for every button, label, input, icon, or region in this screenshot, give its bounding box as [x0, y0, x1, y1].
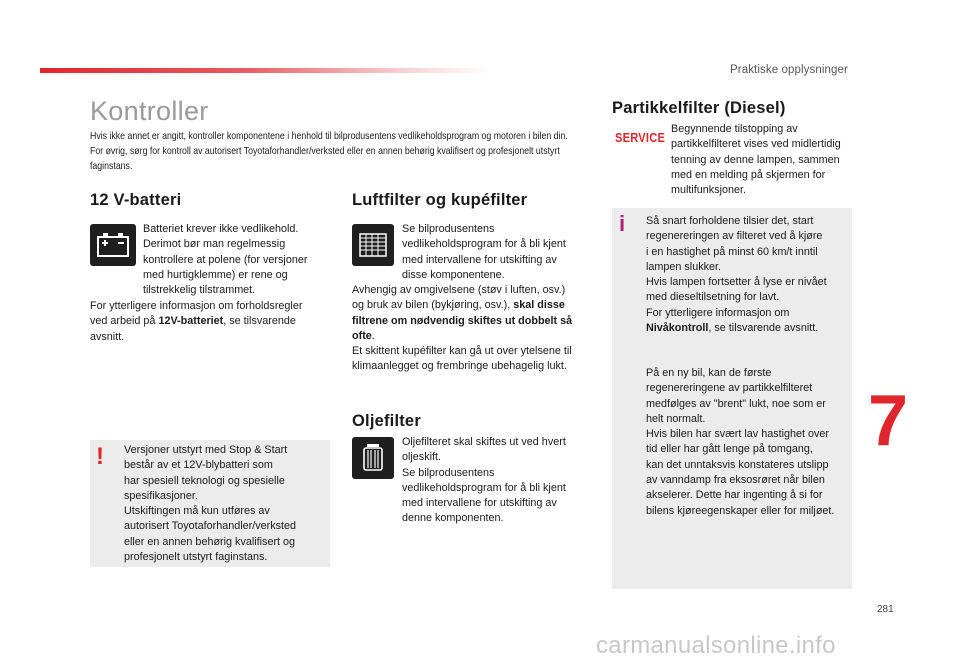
- header-accent-bar: [40, 68, 490, 73]
- air-filter-text: Se bilprodusentens vedlikeholdsprogram for å bli kjent med intervallene for utskifting av disse komponentene.: [402, 223, 566, 281]
- battery-link-text: 12V-batteriet: [158, 315, 224, 328]
- battery-icon: [90, 224, 136, 266]
- intro-line: faginstans.: [90, 161, 133, 172]
- page-title: Kontroller: [90, 96, 209, 126]
- battery-heading: 12 V-batteri: [90, 191, 182, 209]
- intro-line: For øvrig, sørg for kontroll av autorisert Toyotaforhandler/verksted eller en annen behørig kvalifisert og profesjonelt utstyrt: [90, 146, 560, 157]
- watermark: carmanualsonline.info: [596, 632, 836, 659]
- warning-text: Versjoner utstyrt med Stop & Start består av et 12V-blybatteri som har spesiell teknologi og spesielle spesifikasjoner. Utskiftingen må kun utføres av autorisert Toyotaforhandler/verksted eller en annen behørig kvalifisert og profesjonelt utstyrt faginstans.: [124, 444, 297, 564]
- intro-text: [90, 129, 606, 174]
- particle-filter-text: Begynnende tilstopping av partikkelfilteret vises ved midlertidig tenning av denne lampen, sammen med en melding på skjermen for multifunksjoner.: [671, 123, 841, 197]
- battery-text: Batteriet krever ikke vedlikehold. Derimot bør man regelmessig kontrollere at polene (for versjoner med hurtigklemme) er rene og tilstrekkelig tilstrammet.: [143, 223, 308, 297]
- service-warning-lamp: SERVICE: [615, 130, 666, 145]
- info-text: Så snart forholdene tilsier det, start regenereringen av filteret ved å kjøre i en hastighet på minst 60 km/t inntil lampen slukker. Hvis lampen fortsetter å lyse er nivået med dieseltilsetning for lavt. For ytterligere informasjon om Nivåkontroll, se tilsvarende avsnitt.: [646, 215, 827, 335]
- oil-filter-text: Oljefilteret skal skiftes ut ved hvert oljeskift. Se bilprodusentens vedlikeholdsprogram for å bli kjent med intervallene for utskifting av denne komponenten.: [402, 436, 566, 525]
- oil-filter-heading: Oljefilter: [352, 412, 421, 430]
- particle-filter-heading: Partikkelfilter (Diesel): [612, 99, 786, 117]
- exclamation-icon: !: [96, 443, 104, 470]
- section-title: Praktiske opplysninger: [730, 64, 848, 76]
- chapter-tab-number: 7: [868, 381, 909, 461]
- oil-filter-icon: [352, 437, 394, 479]
- air-filter-conditions: Avhengig av omgivelsene (støv i luften, osv.) og bruk av bilen (bykjøring, osv.), skal disse filtrene om nødvendig skiftes ut dobbelt så ofte. Et skittent kupéfilter kan gå ut over ytelsene til klimaanlegget og frembringe ubehagelig lukt.: [352, 284, 573, 373]
- intro-line: Hvis ikke annet er angitt, kontroller komponentene i henhold til bilprodusentens vedlikeholdsprogram og motoren i bilen din.: [90, 131, 568, 142]
- air-filter-icon: [352, 224, 394, 266]
- info-new-car-text: På en ny bil, kan de første regenereringene av partikkelfilteret medfølges av "brent" lukt, noe som er helt normalt. Hvis bilen har svært lav hastighet over tid eller har gått lenge på tomgang, kan det unntaksvis konstateres utslipp av vanndamp fra eksosrøret når bilen akselerer. Dette har ingenting å si for bilens kjøreegenskaper eller for miljøet.: [646, 367, 835, 517]
- page-number: 281: [877, 604, 894, 615]
- battery-more-info: For ytterligere informasjon om forholdsregler ved arbeid på 12V-batteriet, se tilsvarende avsnitt.: [90, 300, 303, 343]
- info-icon: i: [619, 211, 626, 236]
- level-check-link-text: Nivåkontroll: [646, 322, 709, 335]
- air-filter-heading: Luftfilter og kupéfilter: [352, 191, 528, 209]
